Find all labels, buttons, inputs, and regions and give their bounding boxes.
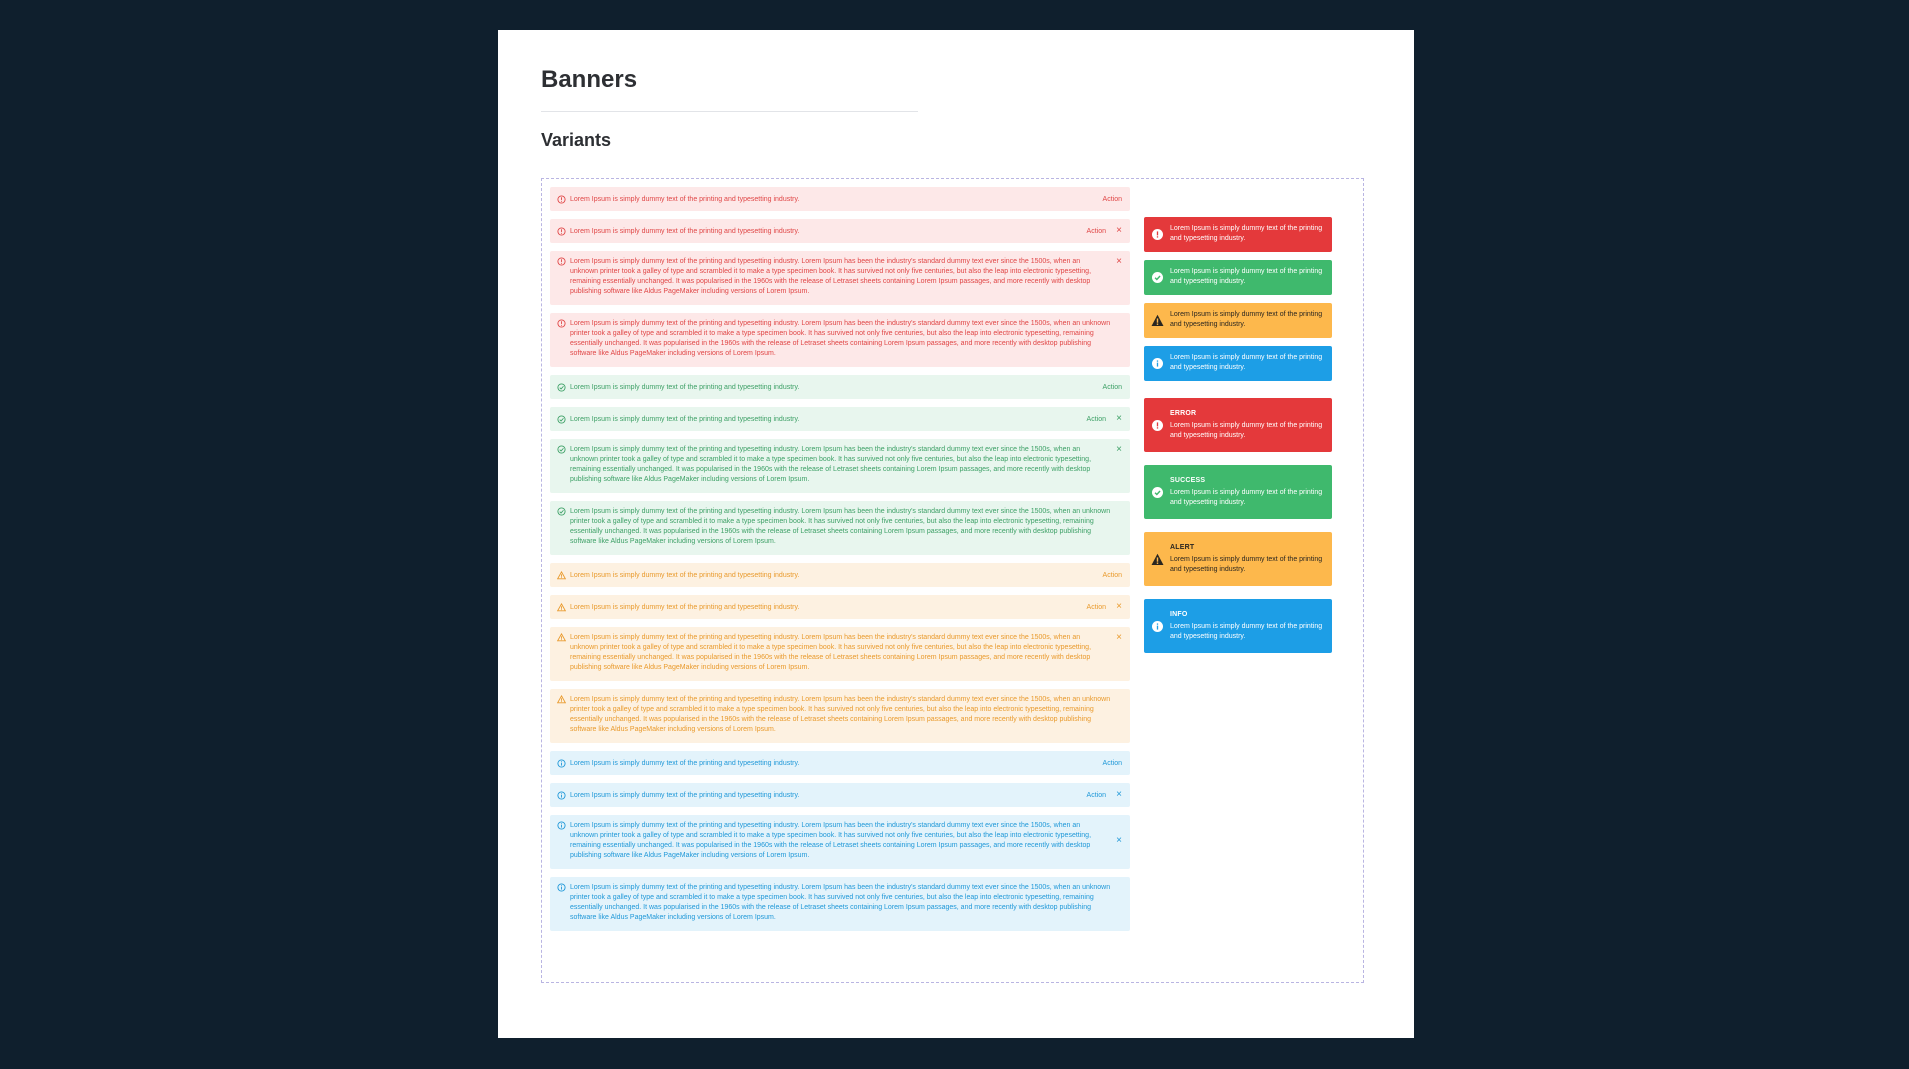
error-circle-icon [1152, 229, 1163, 240]
banners-page-card [498, 30, 1414, 1038]
action-link[interactable]: Action [1086, 416, 1106, 423]
action-link[interactable]: Action [1102, 760, 1122, 767]
toast-message: Lorem Ipsum is simply dummy text of the printing and typesetting industry. [1170, 623, 1323, 640]
banner-message: Lorem Ipsum is simply dummy text of the printing and typesetting industry. [570, 760, 800, 767]
toast-error-heading [1144, 398, 1332, 452]
toast-message: Lorem Ipsum is simply dummy text of the printing and typesetting industry. [1170, 311, 1323, 328]
alert-banner-long [550, 689, 1130, 743]
banner-message: Lorem Ipsum is simply dummy text of the printing and typesetting industry. [570, 196, 800, 203]
banner-message: Lorem Ipsum is simply dummy text of the printing and typesetting industry. Lorem Ipsum has been the industry's standard dummy text ever since the 1500s, when an unknown printer took a galley of type and scrambled it to make a type specimen book. It has survived not only five centuries, but also the leap into electronic typesetting, remaining essentially unchanged. It was popularised in the 1960s with the release of Letraset sheets containing Lorem Ipsum passages, and more recently with desktop publishing software like Aldus PageMaker including versions of Lorem Ipsum. [570, 696, 1111, 733]
toast-success-heading [1144, 465, 1332, 519]
error-circle-icon [557, 227, 566, 236]
banner-message: Lorem Ipsum is simply dummy text of the printing and typesetting industry. Lorem Ipsum has been the industry's standard dummy text ever since the 1500s, when an unknown printer took a galley of type and scrambled it to make a type specimen book. It has survived not only five centuries, but also the leap into electronic typesetting, remaining essentially unchanged. It was popularised in the 1960s with the release of Letraset sheets containing Lorem Ipsum passages, and more recently with desktop publishing software like Aldus PageMaker including versions of Lorem Ipsum. [570, 822, 1092, 859]
close-icon[interactable]: × [1116, 789, 1122, 800]
error-circle-icon [557, 257, 566, 266]
close-icon[interactable]: × [1116, 225, 1122, 236]
action-link[interactable]: Action [1102, 384, 1122, 391]
success-banner-long [550, 501, 1130, 555]
warning-triangle-icon [1151, 553, 1164, 566]
error-banner-action [550, 187, 1130, 211]
close-icon[interactable]: × [1116, 256, 1122, 267]
close-icon[interactable]: × [1116, 632, 1122, 643]
warning-triangle-icon [557, 603, 566, 612]
variants-frame [541, 178, 1364, 983]
toast-message: Lorem Ipsum is simply dummy text of the printing and typesetting industry. [1170, 268, 1323, 285]
toast-message: Lorem Ipsum is simply dummy text of the printing and typesetting industry. [1170, 422, 1323, 439]
info-circle-icon [1152, 358, 1163, 369]
error-circle-icon [557, 319, 566, 328]
banner-message: Lorem Ipsum is simply dummy text of the printing and typesetting industry. [570, 792, 800, 799]
info-banner-long [550, 877, 1130, 931]
check-circle-icon [1152, 487, 1163, 498]
close-icon[interactable]: × [1116, 444, 1122, 455]
toast-error-compact [1144, 217, 1332, 252]
info-banner-long-close [550, 815, 1130, 869]
info-circle-icon [1152, 621, 1163, 632]
section-title-variants: Variants [541, 130, 612, 150]
toast-heading: ERROR [1170, 410, 1197, 417]
action-link[interactable]: Action [1086, 604, 1106, 611]
close-icon[interactable]: × [1116, 413, 1122, 424]
banner-message: Lorem Ipsum is simply dummy text of the printing and typesetting industry. Lorem Ipsum has been the industry's standard dummy text ever since the 1500s, when an unknown printer took a galley of type and scrambled it to make a type specimen book. It has survived not only five centuries, but also the leap into electronic typesetting, remaining essentially unchanged. It was popularised in the 1960s with the release of Letraset sheets containing Lorem Ipsum passages, and more recently with desktop publishing software like Aldus PageMaker including versions of Lorem Ipsum. [570, 884, 1111, 921]
action-link[interactable]: Action [1102, 572, 1122, 579]
close-icon[interactable]: × [1116, 835, 1122, 846]
action-link[interactable]: Action [1086, 228, 1106, 235]
toast-info-compact [1144, 346, 1332, 381]
toast-message: Lorem Ipsum is simply dummy text of the printing and typesetting industry. [1170, 489, 1323, 506]
banner-message: Lorem Ipsum is simply dummy text of the printing and typesetting industry. Lorem Ipsum has been the industry's standard dummy text ever since the 1500s, when an unknown printer took a galley of type and scrambled it to make a type specimen book. It has survived not only five centuries, but also the leap into electronic typesetting, remaining essentially unchanged. It was popularised in the 1960s with the release of Letraset sheets containing Lorem Ipsum passages, and more recently with desktop publishing software like Aldus PageMaker including versions of Lorem Ipsum. [570, 446, 1092, 483]
error-circle-icon [557, 195, 566, 204]
toast-message: Lorem Ipsum is simply dummy text of the printing and typesetting industry. [1170, 556, 1323, 573]
toast-info-heading [1144, 599, 1332, 653]
warning-triangle-icon [557, 633, 566, 642]
warning-triangle-icon [557, 695, 566, 704]
info-circle-icon [557, 791, 566, 800]
error-circle-icon [1152, 420, 1163, 431]
info-circle-icon [557, 883, 566, 892]
banner-message: Lorem Ipsum is simply dummy text of the printing and typesetting industry. [570, 604, 800, 611]
error-banner-action-close [550, 219, 1130, 243]
check-circle-icon [557, 383, 566, 392]
alert-banner-action-close [550, 595, 1130, 619]
toast-message: Lorem Ipsum is simply dummy text of the printing and typesetting industry. [1170, 225, 1323, 242]
alert-banner-long-close [550, 627, 1130, 681]
check-circle-icon [1152, 272, 1163, 283]
action-link[interactable]: Action [1086, 792, 1106, 799]
success-banner-action [550, 375, 1130, 399]
toast-heading: SUCCESS [1170, 477, 1206, 484]
info-circle-icon [557, 759, 566, 768]
check-circle-icon [557, 415, 566, 424]
banner-message: Lorem Ipsum is simply dummy text of the printing and typesetting industry. Lorem Ipsum has been the industry's standard dummy text ever since the 1500s, when an unknown printer took a galley of type and scrambled it to make a type specimen book. It has survived not only five centuries, but also the leap into electronic typesetting, remaining essentially unchanged. It was popularised in the 1960s with the release of Letraset sheets containing Lorem Ipsum passages, and more recently with desktop publishing software like Aldus PageMaker including versions of Lorem Ipsum. [570, 634, 1092, 671]
success-banner-long-close [550, 439, 1130, 493]
alert-banner-action [550, 563, 1130, 587]
toast-success-compact [1144, 260, 1332, 295]
banner-message: Lorem Ipsum is simply dummy text of the printing and typesetting industry. [570, 384, 800, 391]
action-link[interactable]: Action [1102, 196, 1122, 203]
check-circle-icon [557, 507, 566, 516]
warning-triangle-icon [557, 571, 566, 580]
toast-message: Lorem Ipsum is simply dummy text of the printing and typesetting industry. [1170, 354, 1323, 371]
warning-triangle-icon [1151, 314, 1164, 327]
info-banner-action [550, 751, 1130, 775]
toast-heading: ALERT [1170, 544, 1195, 551]
check-circle-icon [557, 445, 566, 454]
page-title: Banners [541, 66, 638, 93]
toast-alert-compact [1144, 303, 1332, 338]
inline-banner-list [550, 187, 1130, 939]
close-icon[interactable]: × [1116, 601, 1122, 612]
success-banner-action-close [550, 407, 1130, 431]
toast-heading: INFO [1170, 611, 1188, 618]
error-banner-long [550, 313, 1130, 367]
banner-message: Lorem Ipsum is simply dummy text of the printing and typesetting industry. [570, 416, 800, 423]
title-divider [541, 111, 918, 112]
error-banner-long-close [550, 251, 1130, 305]
toast-alert-heading [1144, 532, 1332, 586]
info-circle-icon [557, 821, 566, 830]
banner-message: Lorem Ipsum is simply dummy text of the printing and typesetting industry. Lorem Ipsum has been the industry's standard dummy text ever since the 1500s, when an unknown printer took a galley of type and scrambled it to make a type specimen book. It has survived not only five centuries, but also the leap into electronic typesetting, remaining essentially unchanged. It was popularised in the 1960s with the release of Letraset sheets containing Lorem Ipsum passages, and more recently with desktop publishing software like Aldus PageMaker including versions of Lorem Ipsum. [570, 508, 1111, 545]
banner-message: Lorem Ipsum is simply dummy text of the printing and typesetting industry. Lorem Ipsum has been the industry's standard dummy text ever since the 1500s, when an unknown printer took a galley of type and scrambled it to make a type specimen book. It has survived not only five centuries, but also the leap into electronic typesetting, remaining essentially unchanged. It was popularised in the 1960s with the release of Letraset sheets containing Lorem Ipsum passages, and more recently with desktop publishing software like Aldus PageMaker including versions of Lorem Ipsum. [570, 320, 1111, 357]
banner-message: Lorem Ipsum is simply dummy text of the printing and typesetting industry. [570, 228, 800, 235]
toast-column [1144, 217, 1332, 653]
banner-message: Lorem Ipsum is simply dummy text of the printing and typesetting industry. [570, 572, 800, 579]
banner-message: Lorem Ipsum is simply dummy text of the printing and typesetting industry. Lorem Ipsum has been the industry's standard dummy text ever since the 1500s, when an unknown printer took a galley of type and scrambled it to make a type specimen book. It has survived not only five centuries, but also the leap into electronic typesetting, remaining essentially unchanged. It was popularised in the 1960s with the release of Letraset sheets containing Lorem Ipsum passages, and more recently with desktop publishing software like Aldus PageMaker including versions of Lorem Ipsum. [570, 258, 1092, 295]
info-banner-action-close [550, 783, 1130, 807]
